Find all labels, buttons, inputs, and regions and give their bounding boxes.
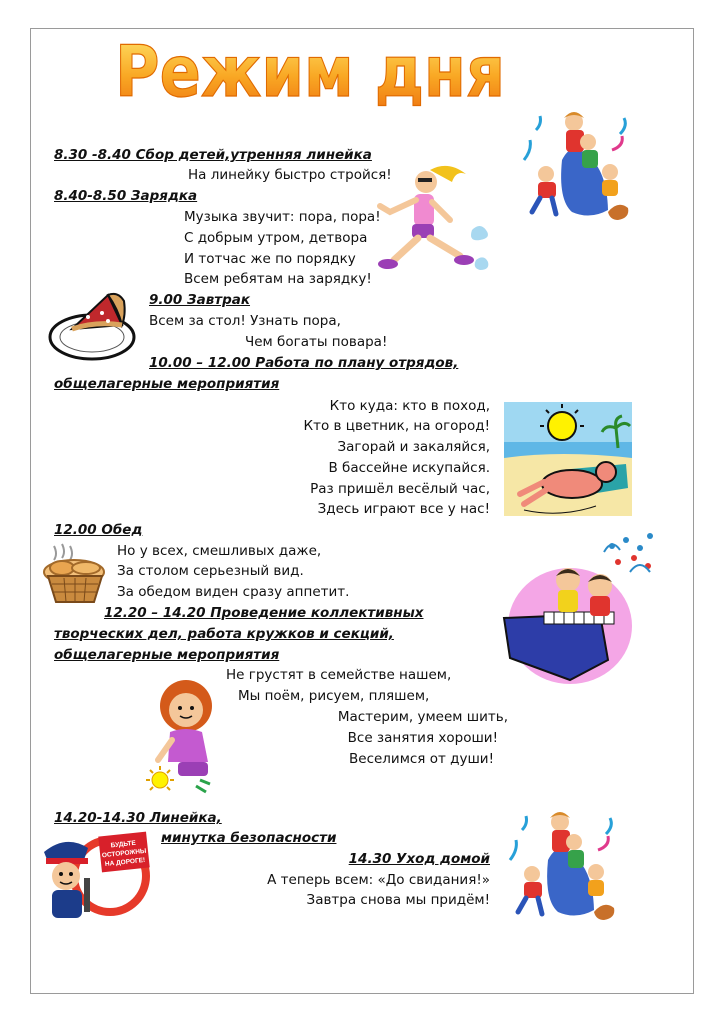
schedule-heading: общелагерные мероприятия	[54, 376, 280, 392]
bread-basket-icon	[40, 540, 110, 610]
sign-text: ОСТОРОЖНЫ	[101, 847, 147, 860]
verse-line: Всем за стол! Узнать пора,	[149, 313, 341, 329]
verse-line: Веселимся от души!	[349, 751, 494, 767]
schedule-heading: 14.30 Уход домой	[348, 851, 490, 867]
verse-line: На линейку быстро стройся!	[188, 167, 392, 183]
girl-drawing-icon	[138, 676, 220, 798]
road-safety-sign-icon	[40, 826, 152, 922]
verse-line: А теперь всем: «До свидания!»	[267, 872, 490, 888]
verse-line: Кто куда: кто в поход,	[329, 398, 490, 414]
verse-line: Раз пришёл весёлый час,	[310, 481, 490, 497]
verse-line: Завтра снова мы придём!	[306, 892, 490, 908]
verse-line: Чем богаты повара!	[245, 334, 388, 350]
verse-line: С добрым утром, детвора	[184, 230, 368, 246]
verse-line: Всем ребятам на зарядку!	[184, 271, 372, 287]
schedule-heading: 8.30 -8.40 Сбор детей,утренняя линейка	[54, 147, 372, 163]
verse-line: Мастерим, умеем шить,	[337, 709, 508, 725]
pie-plate-icon	[48, 285, 138, 365]
schedule-heading: 9.00 Завтрак	[149, 292, 251, 308]
verse-line: Музыка звучит: пора, пора!	[184, 209, 381, 225]
sign-text: НА ДОРОГЕ!	[104, 856, 146, 869]
running-woman-icon	[368, 160, 496, 282]
children-group-icon	[498, 800, 622, 928]
schedule-heading: 8.40-8.50 Зарядка	[54, 188, 198, 204]
schedule-heading: 14.20-14.30 Линейка,	[54, 810, 222, 826]
schedule-heading: 10.00 – 12.00 Работа по плану отрядов,	[149, 355, 459, 371]
verse-line: За обедом виден сразу аппетит.	[117, 584, 350, 600]
schedule-heading: 12.20 – 14.20 Проведение коллективных	[104, 605, 424, 621]
sign-text: БУДЬТЕ	[110, 839, 137, 850]
schedule-heading: минутка безопасности	[161, 830, 337, 846]
verse-line: Кто в цветник, на огород!	[303, 418, 490, 434]
verse-line: Мы поём, рисуем, пляшем,	[238, 688, 430, 704]
page-title	[100, 24, 520, 114]
schedule-heading: 12.00 Обед	[54, 522, 143, 538]
verse-line: Здесь играют все у нас!	[317, 501, 490, 517]
verse-line: И тотчас же по порядку	[184, 251, 356, 267]
schedule-heading: творческих дел, работа кружков и секций,	[54, 626, 394, 642]
verse-line: Но у всех, смешливых даже,	[117, 543, 322, 559]
verse-line: Загорай и закаляйся,	[337, 439, 490, 455]
beach-sunbathing-icon	[500, 398, 636, 520]
piano-kids-icon	[500, 528, 662, 690]
schedule-heading: общелагерные мероприятия	[54, 647, 280, 663]
verse-line: В бассейне искупайся.	[328, 460, 490, 476]
children-group-icon	[512, 100, 636, 228]
page-title-text: Режим дня	[115, 31, 505, 113]
verse-line: Не грустят в семействе нашем,	[226, 667, 452, 683]
verse-line: За столом серьезный вид.	[117, 563, 304, 579]
verse-line: Все занятия хороши!	[347, 730, 498, 746]
